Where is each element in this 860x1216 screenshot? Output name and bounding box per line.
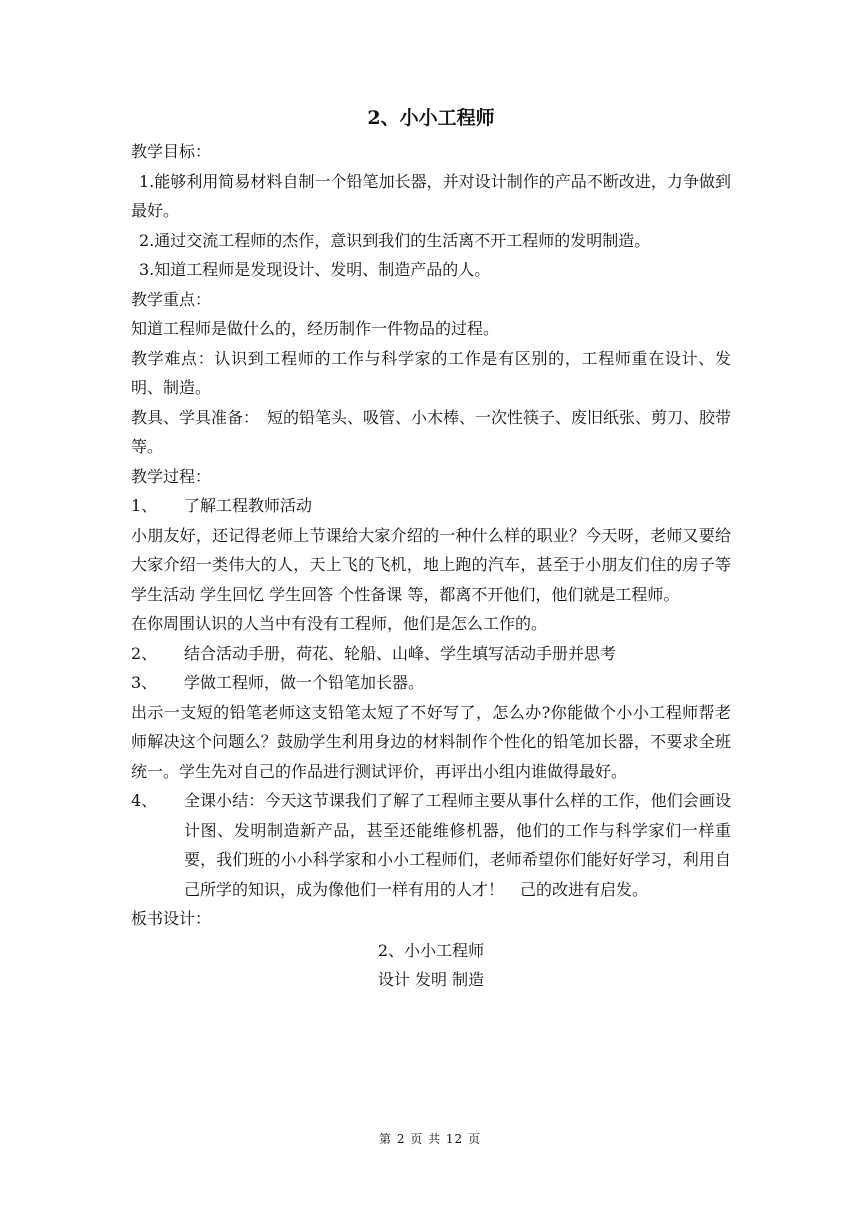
process-step	[131, 786, 731, 904]
body-paragraph: 出示一支短的铅笔老师这支铅笔太短了不好写了，怎么办?你能做个小小工程师帮老师解决这个问题么？鼓励学生利用身边的材料制作个性化的铅笔加长器，不要求全班统一。学生先对自己的作品进行测试评价，再评出小组内谁做得最好。	[131, 702, 731, 781]
step-number: 2、	[131, 643, 158, 663]
board-heading: 板书设计：	[131, 909, 212, 928]
document-body	[131, 102, 731, 994]
step-number: 1、	[131, 496, 158, 515]
step-text: 结合活动手册，荷花、轮船、山峰、学生填写活动手册并思考	[184, 643, 617, 663]
process-step	[131, 639, 731, 669]
difficulty-text: 教学难点：认识到工程师的工作与科学家的工作是有区别的，工程师重在设计、发明、制造。	[131, 348, 731, 397]
process-heading: 教学过程：	[131, 466, 212, 486]
objective-item: 2.通过交流工程师的杰作，意识到我们的生活离不开工程师的发明制造。	[139, 230, 651, 250]
step-text: 全课小结：今天这节课我们了解了工程师主要从事什么样的工作，他们会画设计图、发明制造新产品，甚至还能维修机器，他们的工作与科学家们一样重要，我们班的小小科学家和小小工程师们，老师希望你们能好好学习，利用自己所学的知识，成为像他们一样有用的人才！ 己的改进有启发。	[184, 791, 731, 899]
process-step	[131, 668, 731, 698]
key-points-text: 知道工程师是做什么的，经历制作一件物品的过程。	[131, 319, 500, 338]
process-step	[131, 491, 731, 521]
page-title: 2、小小工程师	[367, 107, 495, 129]
step-text: 了解工程教师活动	[184, 496, 313, 515]
board-design	[131, 936, 731, 994]
step-number: 4、	[131, 791, 158, 810]
body-paragraph: 在你周围认识的人当中有没有工程师，他们是怎么工作的。	[131, 614, 548, 633]
body-paragraph: 小朋友好，还记得老师上节课给大家介绍的一种什么样的职业？今天呀，老师又要给大家介绍一类伟大的人，天上飞的飞机，地上跑的汽车，甚至于小朋友们住的房子等学生活动 学生回忆 学生回答 个性备课 等，都离不开他们，他们就是工程师。	[131, 525, 731, 604]
key-points-heading: 教学重点：	[131, 289, 212, 309]
objectives-heading: 教学目标：	[131, 142, 212, 161]
materials-text: 教具、学具准备： 短的铅笔头、吸管、小木棒、一次性筷子、废旧纸张、剪刀、胶带等。	[131, 407, 732, 456]
page-footer: 第 2 页 共 12 页	[379, 1132, 481, 1146]
objective-item: 3.知道工程师是发现设计、发明、制造产品的人。	[139, 260, 491, 279]
step-number: 3、	[131, 673, 158, 692]
board-line: 设计 发明 制造	[377, 969, 485, 989]
objective-item: 1.能够利用简易材料自制一个铅笔加长器，并对设计制作的产品不断改进，力争做到最好。	[131, 171, 731, 220]
step-text: 学做工程师，做一个铅笔加长器。	[184, 673, 425, 692]
board-title: 2、小小工程师	[377, 940, 485, 960]
